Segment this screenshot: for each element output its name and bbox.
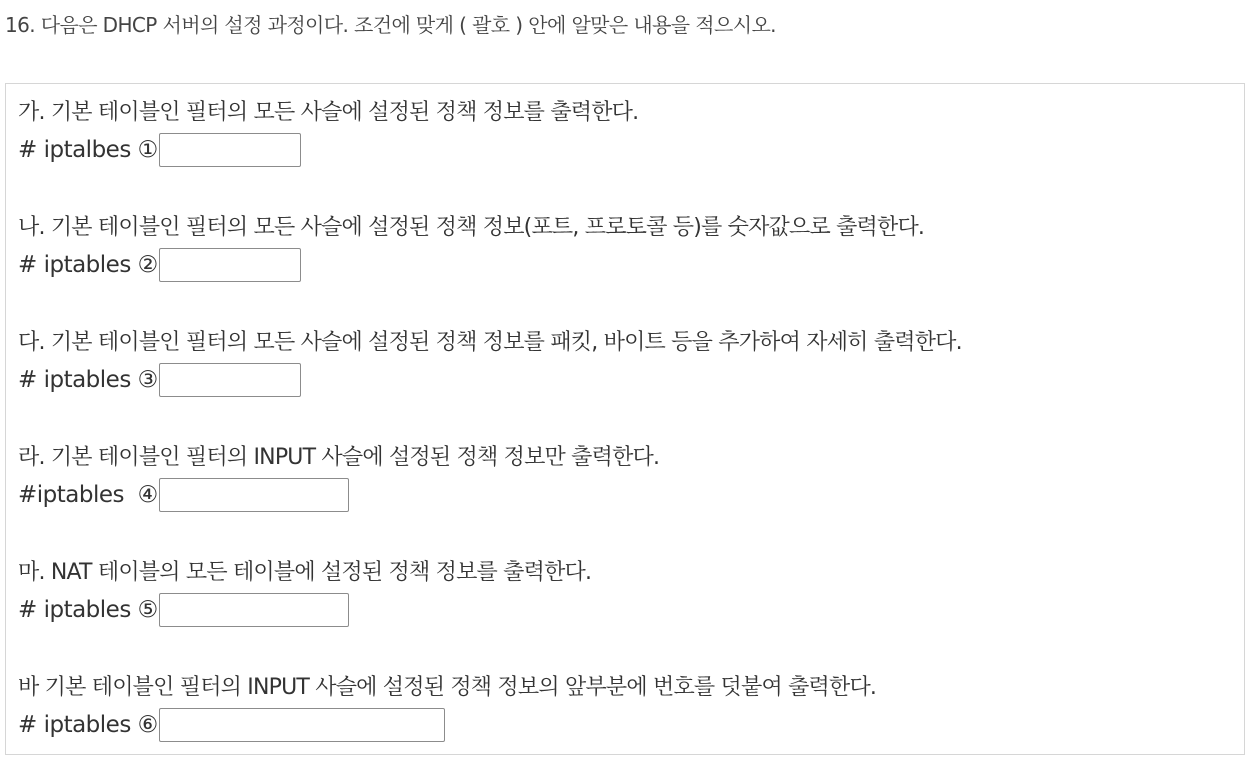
command-prefix: # iptables ②	[18, 252, 158, 278]
question-box	[5, 83, 1245, 755]
item-description: 마. NAT 테이블의 모든 테이블에 설정된 정책 정보를 출력한다.	[18, 560, 592, 585]
command-prefix: # iptables ⑥	[18, 712, 158, 738]
command-prefix: # iptables ③	[18, 367, 158, 393]
item-description: 가. 기본 테이블인 필터의 모든 사슬에 설정된 정책 정보를 출력한다.	[18, 100, 639, 125]
answer-input-5[interactable]	[159, 593, 349, 627]
item-command-row	[18, 130, 1238, 170]
answer-input-3[interactable]	[159, 363, 301, 397]
item-command-row	[18, 590, 1238, 630]
item-5	[18, 556, 1238, 630]
item-4	[18, 441, 1238, 515]
answer-input-2[interactable]	[159, 248, 301, 282]
item-description: 다. 기본 테이블인 필터의 모든 사슬에 설정된 정책 정보를 패킷, 바이트 등을 추가하여 자세히 출력한다.	[18, 330, 962, 355]
answer-input-6[interactable]	[159, 708, 445, 742]
item-command-row	[18, 245, 1238, 285]
question-title: 16. 다음은 DHCP 서버의 설정 과정이다. 조건에 맞게 ( 괄호 ) 안에 알맞은 내용을 적으시오.	[5, 13, 776, 37]
item-6	[18, 671, 1238, 745]
item-command-row	[18, 705, 1238, 745]
answer-input-4[interactable]	[159, 478, 349, 512]
command-prefix: # iptalbes ①	[18, 137, 158, 163]
item-1	[18, 96, 1238, 170]
item-description: 나. 기본 테이블인 필터의 모든 사슬에 설정된 정책 정보(포트, 프로토콜 등)를 숫자값으로 출력한다.	[18, 215, 925, 240]
command-prefix: # iptables ⑤	[18, 597, 158, 623]
item-3	[18, 326, 1238, 400]
item-command-row	[18, 360, 1238, 400]
command-prefix: #iptables ④	[18, 482, 158, 508]
item-2	[18, 211, 1238, 285]
item-description: 라. 기본 테이블인 필터의 INPUT 사슬에 설정된 정책 정보만 출력한다.	[18, 445, 660, 470]
answer-input-1[interactable]	[159, 133, 301, 167]
item-command-row	[18, 475, 1238, 515]
item-description: 바 기본 테이블인 필터의 INPUT 사슬에 설정된 정책 정보의 앞부분에 번호를 덧붙여 출력한다.	[18, 675, 877, 700]
